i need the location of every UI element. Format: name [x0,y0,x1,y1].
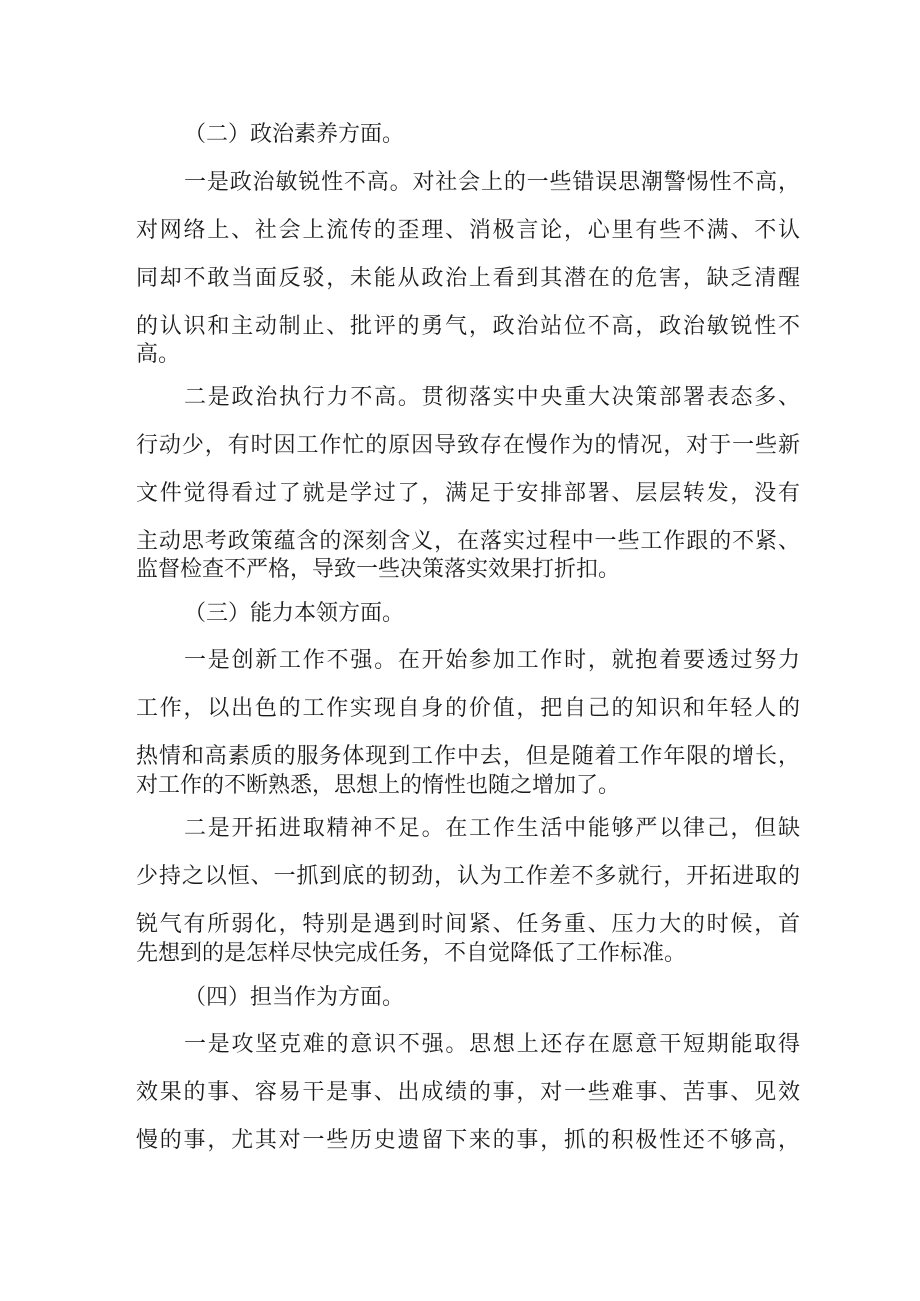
paragraph-line: 高。 [136,342,181,367]
paragraph-line: 同却不敢当面反驳，未能从政治上看到其潜在的危害，缺乏清醒 [136,266,800,291]
paragraph-line: 一是政治敏锐性不高。对社会上的一些错误思潮警惕性不高， [184,170,800,195]
paragraph-line: 监督检查不严格，导致一些决策落实效果打折扣。 [136,557,621,582]
paragraph-line: 二是政治执行力不高。贯彻落实中央重大决策部署表态多、 [184,385,800,410]
heading-ability: （三）能力本领方面。 [184,601,405,626]
paragraph-line: 慢的事，尤其对一些历史遗留下来的事，抓的积极性还不够高， [136,1128,800,1153]
paragraph-line: 主动思考政策蕴含的深刻含义，在落实过程中一些工作跟的不紧、 [136,529,800,554]
paragraph-line: 的认识和主动制止、批评的勇气，政治站位不高，政治敏锐性不 [136,314,800,339]
paragraph-line: 二是开拓进取精神不足。在工作生活中能够严以律己，但缺 [184,816,800,841]
paragraph-line: 对工作的不断熟悉，思想上的惰性也随之增加了。 [136,773,621,798]
paragraph-line: 文件觉得看过了就是学过了，满足于安排部署、层层转发，没有 [136,481,800,506]
paragraph-line: 工作，以出色的工作实现自身的价值，把自己的知识和年轻人的 [136,696,800,721]
paragraph-line: 效果的事、容易干是事、出成绩的事，对一些难事、苦事、见效 [136,1080,800,1105]
paragraph-line: 少持之以恒、一抓到底的韧劲，认为工作差不多就行，开拓进取的 [136,864,800,889]
paragraph-line: 对网络上、社会上流传的歪理、消极言论，心里有些不满、不认 [136,218,800,243]
heading-political-literacy: （二）政治素养方面。 [184,122,405,147]
paragraph-line: 行动少，有时因工作忙的原因导致存在慢作为的情况，对于一些新 [136,433,800,458]
paragraph-line: 先想到的是怎样尽快完成任务，不自觉降低了工作标准。 [136,941,687,966]
paragraph-line: 一是攻坚克难的意识不强。思想上还存在愿意干短期能取得 [184,1032,800,1057]
paragraph-line: 热情和高素质的服务体现到工作中去，但是随着工作年限的增长， [136,744,800,769]
paragraph-line: 锐气有所弱化，特别是遇到时间紧、任务重、压力大的时候，首 [136,912,800,937]
paragraph-line: 一是创新工作不强。在开始参加工作时，就抱着要透过努力 [184,648,800,673]
heading-responsibility: （四）担当作为方面。 [184,985,405,1010]
